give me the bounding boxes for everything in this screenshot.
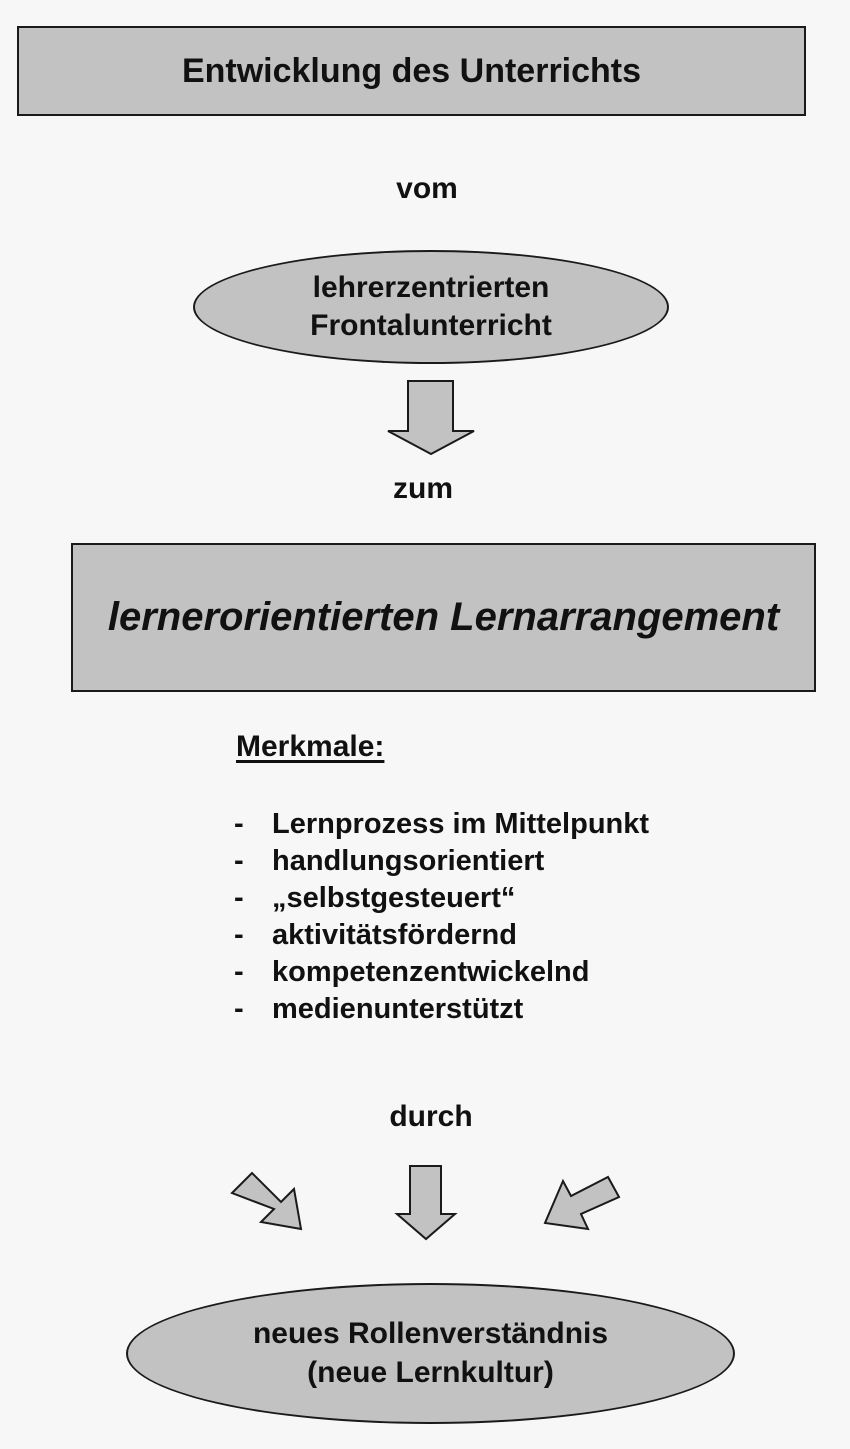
down-arrow-icon [395, 1165, 457, 1241]
goal-box [71, 543, 816, 692]
list-item [234, 806, 649, 843]
from-ellipse-line2: Frontalunterricht [310, 309, 552, 342]
title-box [17, 26, 806, 116]
list-item [234, 843, 649, 880]
from-ellipse-line1: lehrerzentrierten [312, 270, 550, 304]
bullet-dash: - [234, 882, 244, 914]
list-item [234, 880, 649, 917]
down-arrow-icon [386, 380, 476, 456]
list-item-text: aktivitätsfördernd [272, 919, 517, 951]
label-zum: zum [393, 472, 453, 505]
label-vom: vom [396, 172, 458, 205]
result-ellipse-line1: neues Rollenverständnis [252, 1317, 609, 1351]
list-item-text: „selbstgesteuert“ [272, 882, 516, 914]
diagonal-arrow-left-icon [229, 1168, 305, 1232]
list-item [234, 917, 649, 954]
list-item-text: medienunterstützt [272, 993, 524, 1025]
bullet-dash: - [234, 993, 244, 1025]
bullet-dash: - [234, 845, 244, 877]
merkmale-heading: Merkmale: [236, 730, 385, 763]
list-item-text: kompetenzentwickelnd [272, 956, 590, 988]
list-item-text: Lernprozess im Mittelpunkt [272, 808, 650, 840]
merkmale-list [234, 806, 649, 1028]
bullet-dash: - [234, 919, 244, 951]
diagonal-arrow-right-icon [542, 1176, 622, 1236]
result-ellipse-line2: (neue Lernkultur) [307, 1355, 554, 1389]
bullet-dash: - [234, 808, 244, 840]
list-item-text: handlungsorientiert [272, 845, 545, 877]
goal-text: lernerorientierten Lernarrangement [107, 595, 780, 639]
title-text: Entwicklung des Unterrichts [181, 51, 642, 90]
list-item [234, 991, 649, 1028]
from-ellipse [193, 250, 669, 364]
label-durch: durch [389, 1100, 473, 1133]
bullet-dash: - [234, 956, 244, 988]
result-ellipse [126, 1283, 735, 1424]
list-item [234, 954, 649, 991]
